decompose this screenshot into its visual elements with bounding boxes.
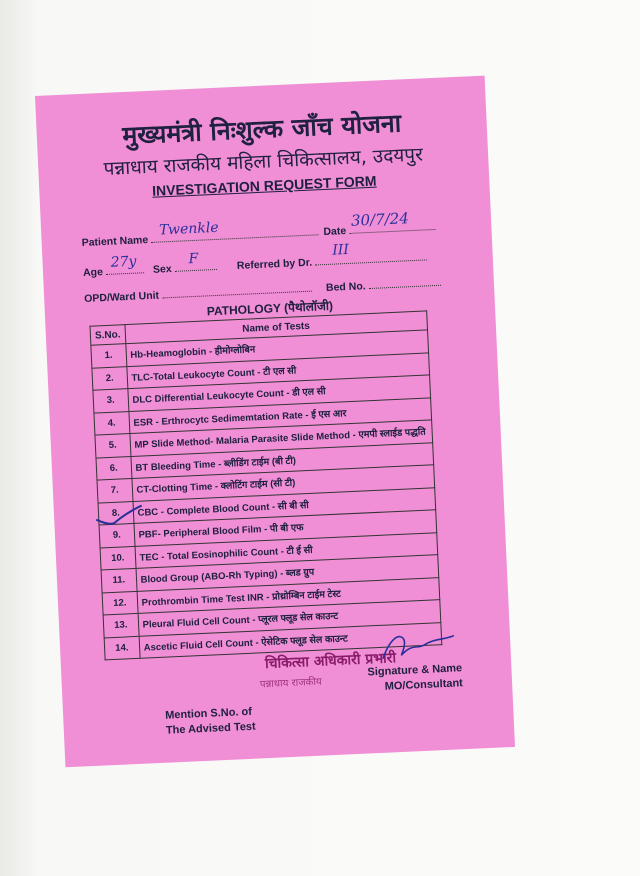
test-name: PBF- Peripheral Blood Film - पी बी एफ [134, 510, 437, 546]
opd-label: OPD/Ward Unit [83, 289, 160, 305]
col-sno-header: S.No. [90, 325, 125, 346]
patient-name-value: Twenkle [158, 219, 219, 239]
test-sno: 6. [96, 456, 132, 480]
test-sno: 11. [101, 568, 137, 592]
test-sno: 14. [104, 636, 140, 660]
investigation-request-form [35, 76, 515, 768]
test-name: Pleural Fluid Cell Count - प्लूरल फ्लूड सेल काउन्ट [138, 600, 441, 636]
bed-field [326, 276, 441, 294]
test-sno: 1. [91, 344, 127, 368]
test-name: TLC-Total Leukocyte Count - टी एल सी [126, 352, 429, 388]
test-sno: 13. [103, 613, 139, 637]
col-name-header: Name of Tests [125, 311, 428, 344]
referred-value: III [331, 241, 350, 259]
test-name: MP Slide Method- Malaria Parasite Slide Method - एमपी स्लाईड पद्धति [129, 420, 432, 456]
test-name: Prothrombin Time Test INR - प्रोथ्रोम्बिन टाईम टेस्ट [137, 577, 440, 613]
test-name: DLC Differential Leukocyte Count - डी एल सी [127, 375, 430, 411]
test-name: ESR - Erthrocytc Sedimemtation Rate - ई एस आर [128, 397, 431, 433]
stamp-line-2: पन्नाधाय राजकीय [259, 676, 322, 691]
hospital-name: पन्नाधाय राजकीय महिला चिकित्सालय, उदयपुर [103, 143, 424, 180]
test-name: Hb-Heamoglobin - हीमोग्लोबिन [125, 330, 428, 366]
test-sno: 8. [98, 501, 134, 525]
sex-field [153, 260, 217, 276]
test-name: Blood Group (ABO-Rh Typing) - ब्लड ग्रुप [136, 555, 439, 591]
test-sno: 4. [94, 411, 130, 435]
patient-name-label: Patient Name [81, 234, 149, 250]
checkmark-icon [94, 503, 145, 529]
test-sno: 2. [92, 366, 128, 390]
bed-label: Bed No. [325, 280, 366, 294]
date-label: Date [323, 225, 347, 239]
pathology-heading: PATHOLOGY (पैथोलॉजी) [206, 298, 334, 319]
consultant-label: MO/Consultant [384, 677, 464, 693]
mention-note [165, 705, 256, 739]
stamp-line-1: चिकित्सा अधिकारी प्रभारी [264, 650, 397, 673]
test-sno: 10. [100, 546, 136, 570]
form-heading: INVESTIGATION REQUEST FORM [151, 172, 377, 199]
age-label: Age [82, 266, 104, 279]
test-sno: 7. [97, 479, 133, 503]
test-sno: 5. [95, 434, 131, 458]
mention-line-1: Mention S.No. of [164, 705, 253, 722]
tests-table [89, 310, 442, 660]
test-sno: 12. [102, 591, 138, 615]
test-name: Ascetic Fluid Cell Count - ऐसेटिक फ्लूड सेल काउन्ट [139, 622, 442, 658]
referred-label: Referred by Dr. [236, 256, 313, 273]
test-sno: 9. [99, 523, 135, 547]
date-value: 30/7/24 [350, 209, 410, 230]
signature-label: Signature & Name [367, 662, 463, 679]
test-sno: 3. [93, 389, 129, 413]
signature-block [367, 661, 463, 695]
scheme-title: मुख्यमंत्री निःशुल्क जाँच योजना [121, 108, 402, 151]
test-name: CBC - Complete Blood Count - सी बी सी [133, 487, 436, 523]
test-name: TEC - Total Eosinophilic Count - टी ई सी [135, 532, 438, 568]
sex-label: Sex [152, 262, 172, 276]
test-name: CT-Clotting Time - क्लोटिंग टाईम (सी टी) [132, 465, 435, 501]
test-name: BT Bleeding Time - ब्लीडिंग टाईम (बी टी) [130, 442, 433, 478]
sex-value: F [188, 250, 199, 268]
mention-line-2: The Advised Test [165, 720, 256, 737]
age-value: 27y [110, 253, 137, 271]
